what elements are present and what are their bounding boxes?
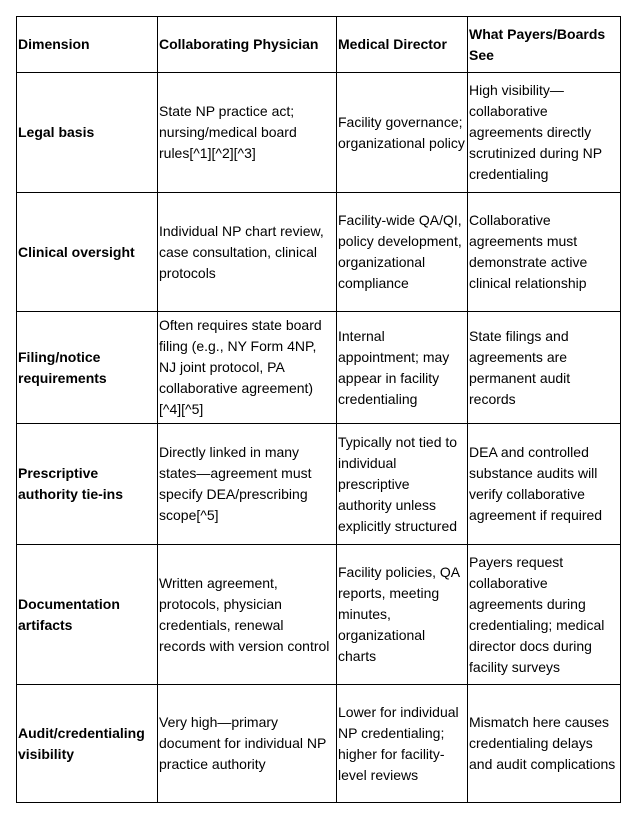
cell-medical-director: Facility policies, QA reports, meeting minutes, organizational charts	[337, 545, 468, 685]
table-row	[17, 193, 621, 312]
table-row	[17, 312, 621, 424]
cell-collaborating-physician: State NP practice act; nursing/medical board rules[^1][^2][^3]	[158, 73, 337, 193]
row-dimension: Legal basis	[17, 73, 158, 193]
cell-collaborating-physician: Often requires state board filing (e.g., NY Form 4NP, NJ joint protocol, PA collaborative agreement)[^4][^5]	[158, 312, 337, 424]
cell-collaborating-physician: Individual NP chart review, case consultation, clinical protocols	[158, 193, 337, 312]
cell-payers-boards: High visibility—collaborative agreements directly scrutinized during NP credentialing	[468, 73, 621, 193]
cell-collaborating-physician: Very high—primary document for individual NP practice authority	[158, 685, 337, 803]
table-row	[17, 685, 621, 803]
row-dimension: Audit/credentialing visibility	[17, 685, 158, 803]
cell-payers-boards: Collaborative agreements must demonstrate active clinical relationship	[468, 193, 621, 312]
header-medical-director: Medical Director	[337, 17, 468, 73]
cell-collaborating-physician: Written agreement, protocols, physician credentials, renewal records with version control	[158, 545, 337, 685]
cell-medical-director: Facility governance; organizational policy	[337, 73, 468, 193]
header-dimension: Dimension	[17, 17, 158, 73]
cell-medical-director: Typically not tied to individual prescriptive authority unless explicitly structured	[337, 424, 468, 545]
header-payers-boards: What Payers/Boards See	[468, 17, 621, 73]
row-dimension: Documentation artifacts	[17, 545, 158, 685]
cell-payers-boards: Payers request collaborative agreements during credentialing; medical director docs during facility surveys	[468, 545, 621, 685]
cell-payers-boards: DEA and controlled substance audits will verify collaborative agreement if required	[468, 424, 621, 545]
row-dimension: Clinical oversight	[17, 193, 158, 312]
table-row	[17, 424, 621, 545]
row-dimension: Filing/notice requirements	[17, 312, 158, 424]
row-dimension: Prescriptive authority tie-ins	[17, 424, 158, 545]
comparison-table	[16, 16, 621, 803]
cell-medical-director: Facility-wide QA/QI, policy development, organizational compliance	[337, 193, 468, 312]
cell-payers-boards: Mismatch here causes credentialing delays and audit complications	[468, 685, 621, 803]
cell-collaborating-physician: Directly linked in many states—agreement must specify DEA/prescribing scope[^5]	[158, 424, 337, 545]
header-collaborating-physician: Collaborating Physician	[158, 17, 337, 73]
cell-medical-director: Internal appointment; may appear in facility credentialing	[337, 312, 468, 424]
cell-medical-director: Lower for individual NP credentialing; higher for facility-level reviews	[337, 685, 468, 803]
table-row	[17, 545, 621, 685]
cell-payers-boards: State filings and agreements are permanent audit records	[468, 312, 621, 424]
header-row	[17, 17, 621, 73]
table-row	[17, 73, 621, 193]
